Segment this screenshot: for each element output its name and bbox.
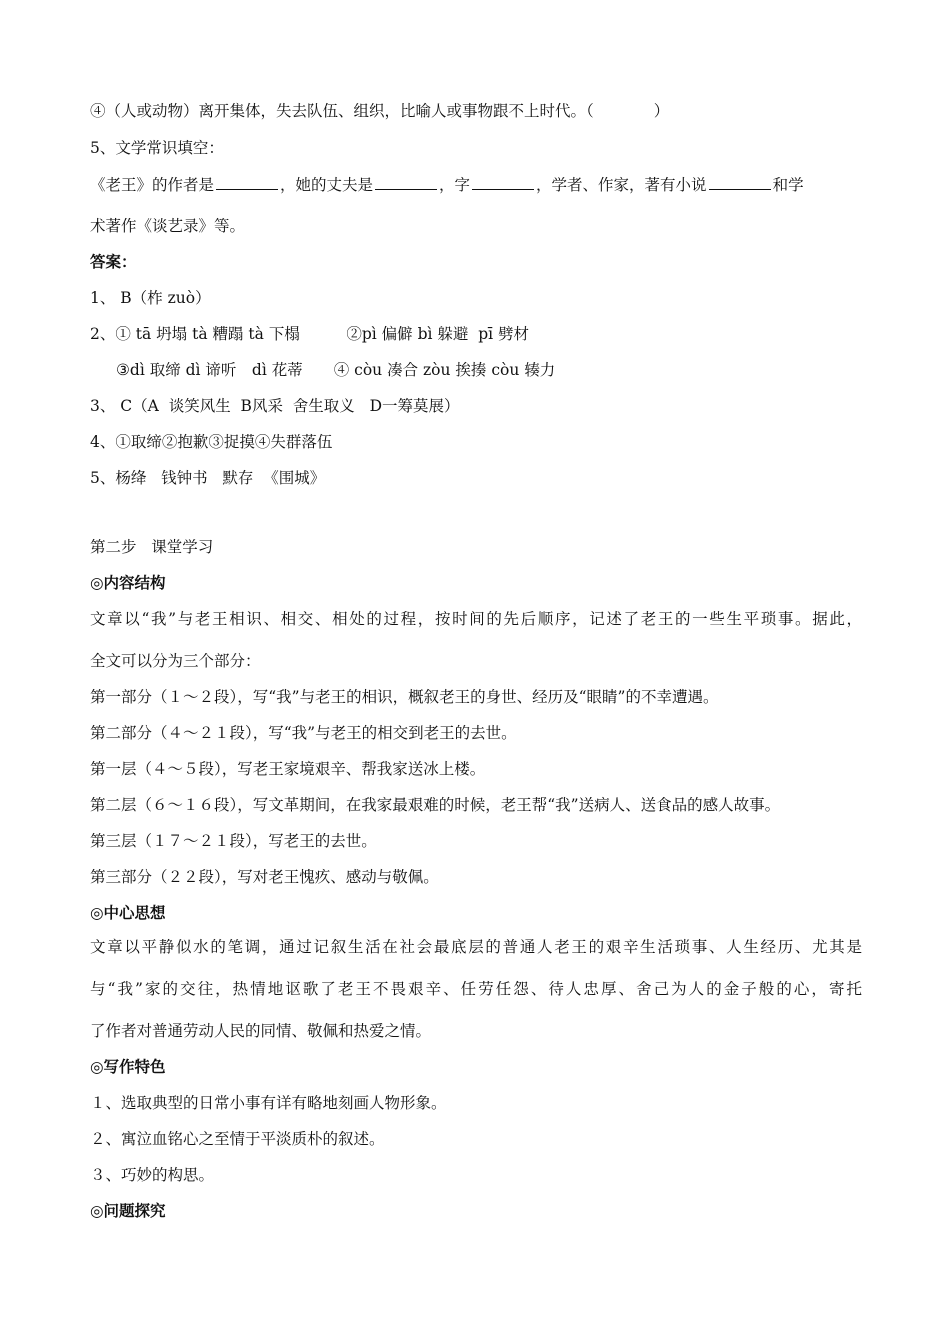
blank-husband[interactable] (375, 173, 437, 190)
question-4-item-4-text: ④（人或动物）离开集体，失去队伍、组织，比喻人或事物跟不上时代。（ (90, 102, 594, 120)
blank-novel[interactable] (709, 173, 771, 190)
blank-author[interactable] (216, 173, 278, 190)
structure-paragraph-line-1: 文章以“我”与老王相识、相交、相处的过程，按时间的先后顺序，记述了老王的一些生平琐事。据此， (90, 610, 862, 628)
part-one: 第一部分（１～２段），写“我”与老王的相识，概叙老王的身世、经历及“眼睛”的不幸遭遇。 (90, 688, 719, 706)
answer-4: 4、①取缔②抱歉③捉摸④失群落伍 (90, 433, 333, 451)
theme-line-2: 与“我”家的交往，热情地讴歌了老王不畏艰辛、任劳任怨、待人忠厚、舍己为人的金子般的心，寄托 (90, 980, 862, 998)
answer-2-line-1: 2、① tā 坍塌 tà 糟蹋 tà 下榻 ②pì 偏僻 bì 躲避 pī 劈材 (90, 325, 530, 343)
feature-1: １、选取典型的日常小事有详有略地刻画人物形象。 (90, 1094, 447, 1112)
blank-courtesy-name[interactable] (472, 173, 534, 190)
layer-two: 第二层（６～１６段），写文革期间，在我家最艰难的时候，老王帮“我”送病人、送食品的感人故事。 (90, 796, 781, 814)
answers-heading: 答案： (90, 253, 137, 271)
layer-three: 第三层（１７～２１段），写老王的去世。 (90, 832, 377, 850)
inquiry-heading: ◎问题探究 (90, 1202, 166, 1220)
structure-paragraph-line-2: 全文可以分为三个部分： (90, 652, 261, 670)
answer-1: 1、 B（柞 zuò） (90, 289, 211, 307)
question-5-line-2: 术著作《谈艺录》等。 (90, 217, 246, 235)
question-4-item-4 (90, 100, 669, 122)
theme-heading: ◎中心思想 (90, 904, 166, 922)
feature-3: ３、巧妙的构思。 (90, 1166, 215, 1184)
question-5-title: 5、文学常识填空： (90, 139, 224, 157)
part-two: 第二部分（４～２１段），写“我”与老王的相交到老王的去世。 (90, 724, 517, 742)
answer-5: 5、杨绛 钱钟书 默存 《围城》 (90, 469, 326, 487)
step-2-title: 第二步 课堂学习 (90, 538, 214, 556)
answer-3: 3、 C（A 谈笑风生 B风采 舍生取义 D一筹莫展） (90, 397, 460, 415)
layer-one: 第一层（４～５段），写老王家境艰辛、帮我家送冰上楼。 (90, 760, 486, 778)
question-5-fill-line: 《老王》的作者是 ，她的丈夫是 ，字 ，学者、作家，著有小说 和学 (90, 173, 804, 196)
features-heading: ◎写作特色 (90, 1058, 166, 1076)
structure-heading: ◎内容结构 (90, 574, 166, 592)
answer-2-line-2: ③dì 取缔 dì 谛听 dì 花蒂 ④ còu 凑合 zòu 挨揍 còu 辏力 (116, 361, 556, 379)
theme-line-3: 了作者对普通劳动人民的同情、敬佩和热爱之情。 (90, 1022, 432, 1040)
feature-2: ２、寓泣血铭心之至情于平淡质朴的叙述。 (90, 1130, 385, 1148)
theme-line-1: 文章以平静似水的笔调，通过记叙生活在社会最底层的普通人老王的艰辛生活琐事、人生经历、尤其是 (90, 938, 862, 956)
question-4-item-4-close: ） (653, 102, 670, 120)
part-three: 第三部分（２２段），写对老王愧疚、感动与敬佩。 (90, 868, 439, 886)
